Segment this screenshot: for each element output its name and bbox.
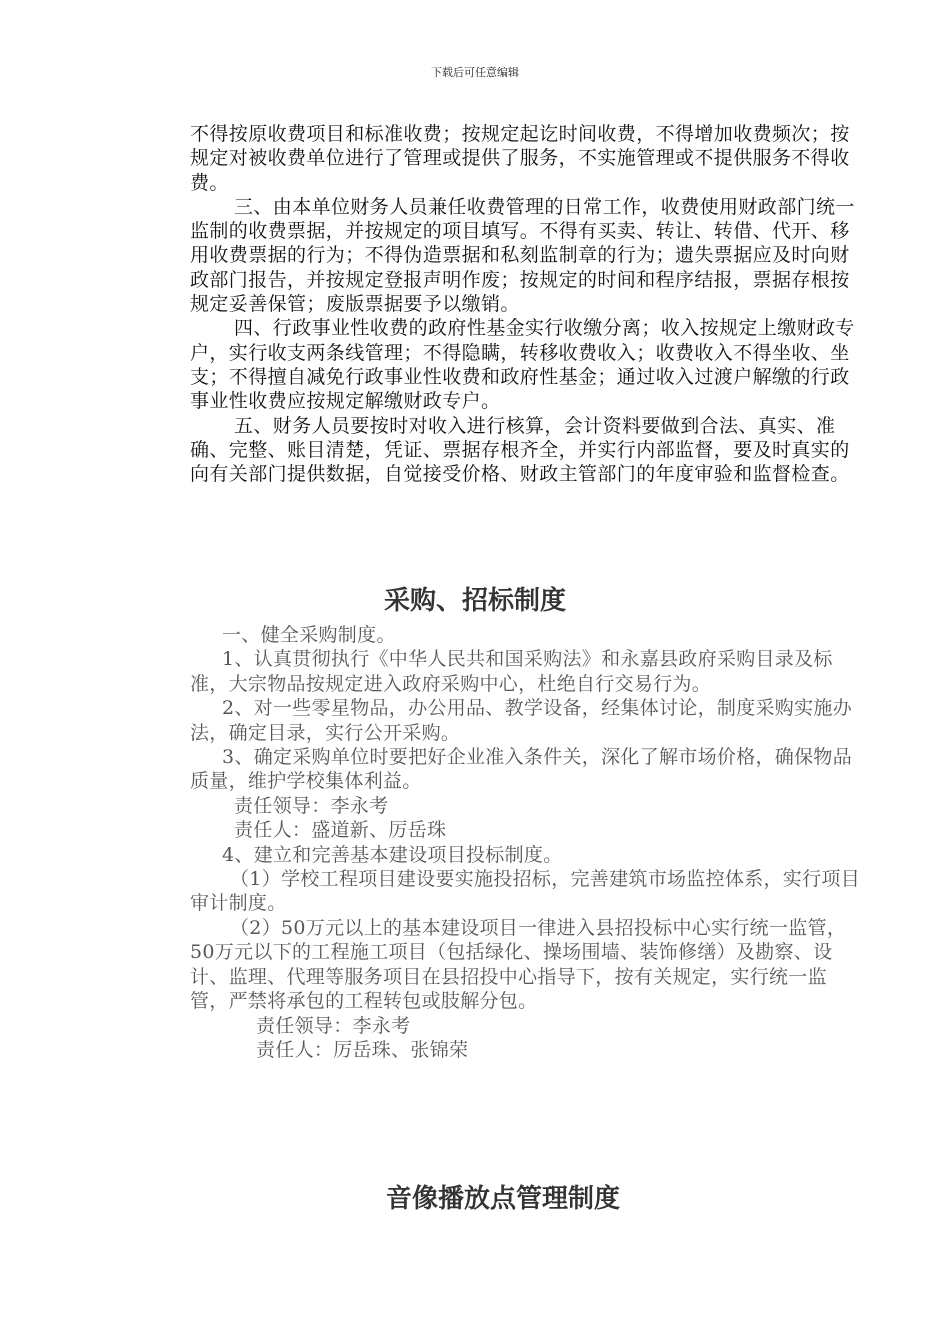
procurement-section: [190, 623, 862, 1062]
page-header: 下载后可任意编辑: [431, 66, 519, 79]
sub-item-1: （1）学校工程项目建设要实施投招标，完善建筑市场监控体系，实行项目审计制度。: [190, 868, 860, 915]
responsible-person-2: 责任人：厉岳珠、张锦荣: [256, 1038, 469, 1061]
sub-item-2: （2）50万元以上的基本建设项目一律进入县招投标中心实行统一监管，50万元以下的工程施工项目（包括绿化、操场围墙、装饰修缮）及勘察、设计、监理、代理等服务项目在县招投中心指导下，按有关规定，实行统一监管，严禁将承包的工程转包或肢解分包。: [190, 916, 847, 1013]
item-1: 1、认真贯彻执行《中华人民共和国采购法》和永嘉县政府采购目录及标准，大宗物品按规定进入政府采购中心，杜绝自行交易行为。: [190, 648, 833, 695]
fee-management-section: [190, 122, 862, 486]
responsible-leader-2: 责任领导：李永考: [256, 1014, 411, 1037]
av-playback-title: 音像播放点管理制度: [385, 1184, 620, 1214]
responsible-leader-1: 责任领导：李永考: [234, 794, 389, 817]
item-2: 2、对一些零星物品，办公用品、教学设备，经集体讨论，制度采购实施办法，确定目录，实行公开采购。: [190, 697, 852, 744]
item-3: 3、确定采购单位时要把好企业准入条件关，深化了解市场价格，确保物品质量，维护学校集体利益。: [190, 746, 852, 793]
paragraph-four: 四、行政事业性收费的政府性基金实行收缴分离；收入按规定上缴财政专户，实行收支两条线管理；不得隐瞒，转移收费收入；收费收入不得坐收、坐支；不得擅自减免行政事业性收费和政府性基金；通过收入过渡户解缴的行政事业性收费应按规定解缴财政专户。: [190, 317, 855, 413]
paragraph-three: 三、由本单位财务人员兼任收费管理的日常工作，收费使用财政部门统一监制的收费票据，并按规定的项目填写。不得有买卖、转让、转借、代开、移用收费票据的行为；不得伪造票据和私刻监制章的行为；遗失票据应及时向财政部门报告，并按规定登报声明作废；按规定的时间和程序结报，票据存根按规定妥善保管；废版票据要予以缴销。: [190, 195, 855, 316]
item-4: 4、建立和完善基本建设项目投标制度。: [222, 843, 563, 866]
procurement-title: 采购、招标制度: [383, 586, 566, 616]
paragraph-five: 五、财务人员要按时对收入进行核算，会计资料要做到合法、真实、准确、完整、账目清楚，凭证、票据存根齐全，并实行内部监督，要及时真实的向有关部门提供数据，自觉接受价格、财政主管部门的年度审验和监督检查。: [190, 414, 850, 486]
paragraph-continuation: 不得按原收费项目和标准收费；按规定起讫时间收费，不得增加收费频次；按规定对被收费单位进行了管理或提供了服务，不实施管理或不提供服务不得收费。: [190, 123, 850, 194]
responsible-person-1: 责任人：盛道新、厉岳珠: [234, 819, 447, 842]
item-general: 一、健全采购制度。: [222, 624, 396, 646]
